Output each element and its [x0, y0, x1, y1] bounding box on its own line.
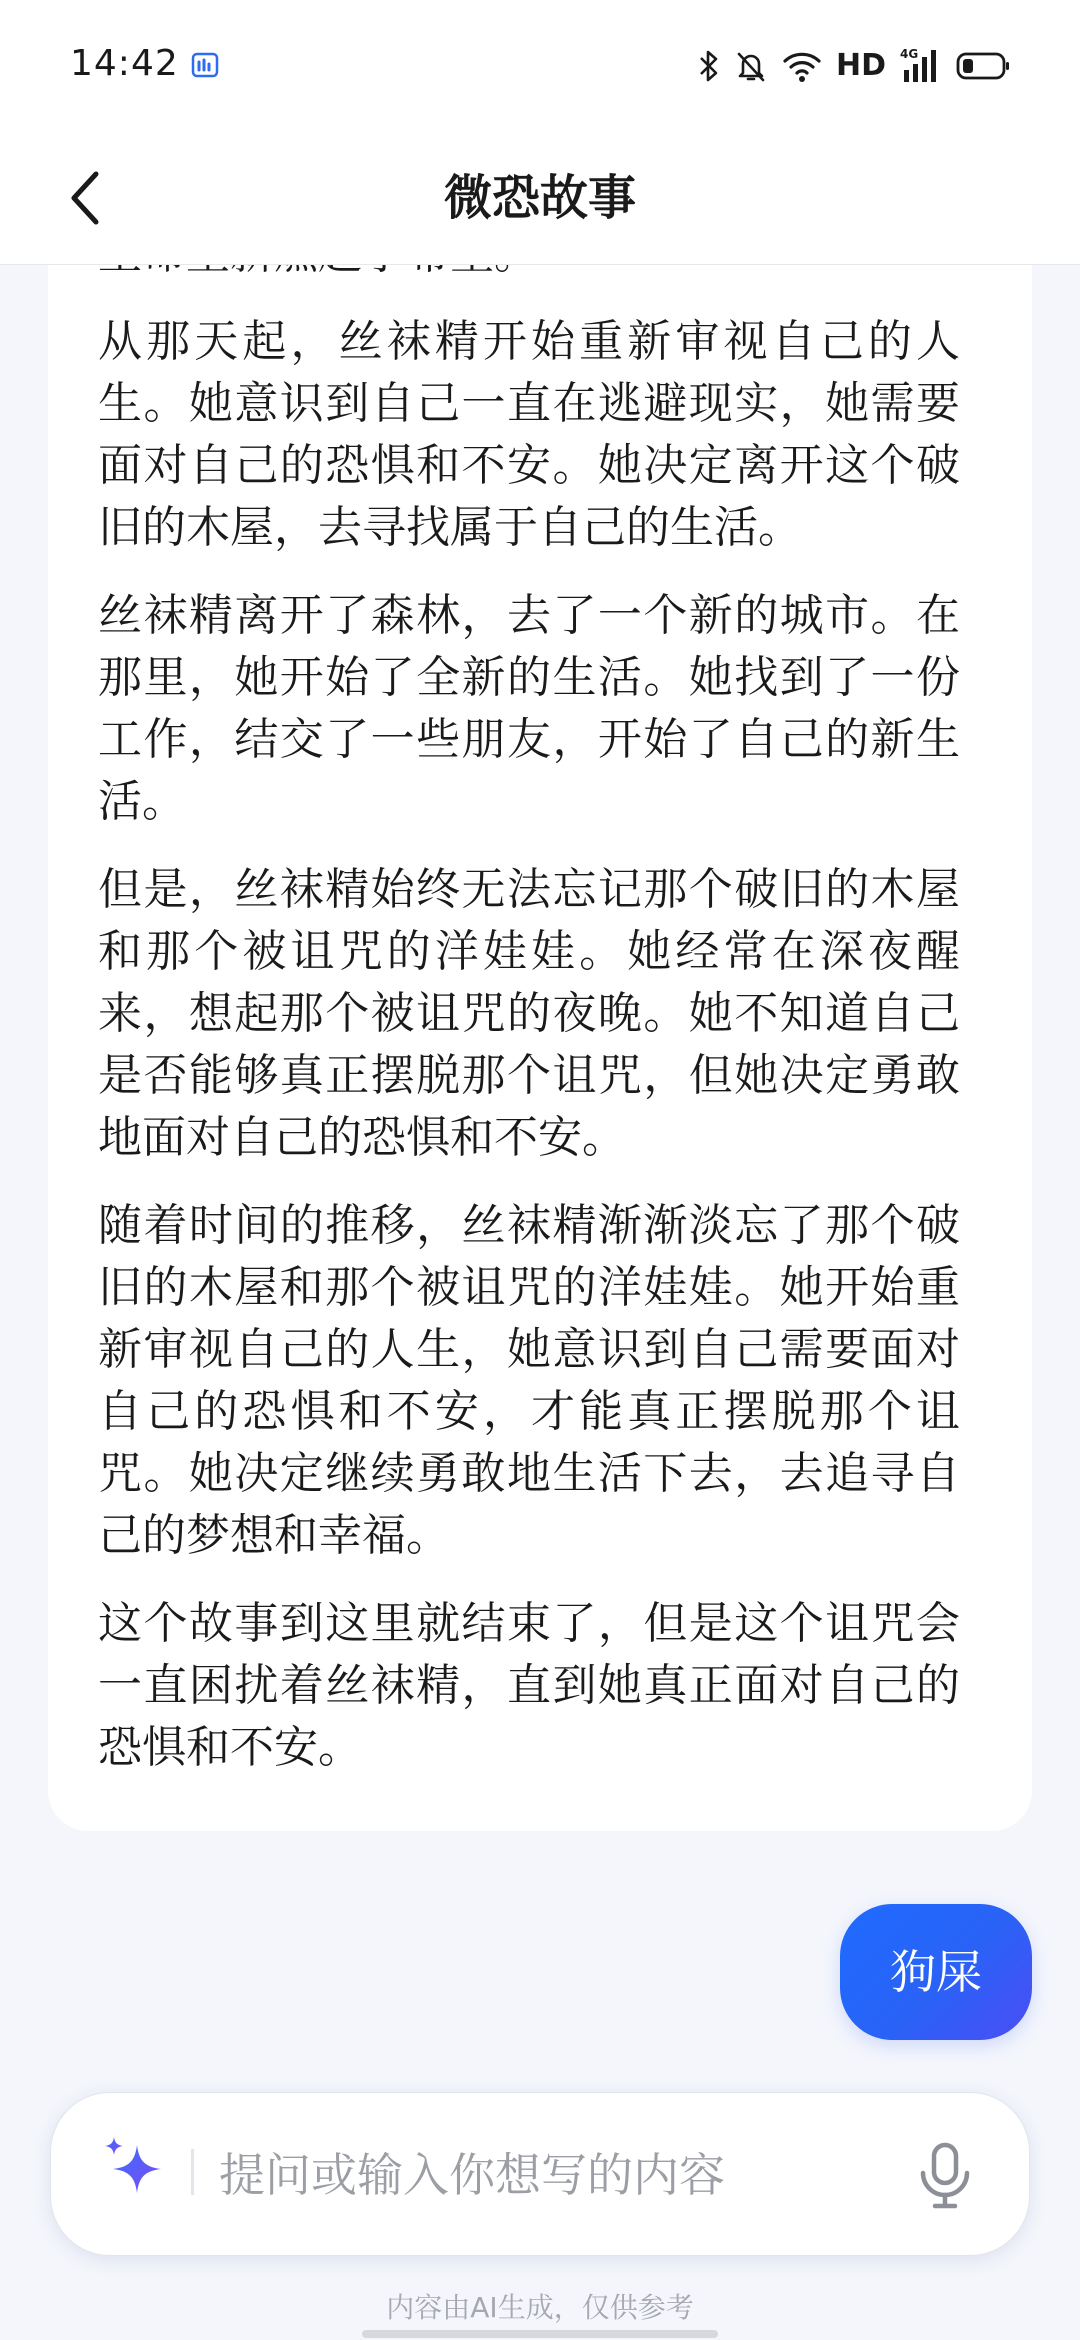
chat-scroll-area[interactable] — [0, 265, 1080, 2065]
story-paragraph: 这个故事到这里就结束了，但是这个诅咒会一直困扰着丝袜精，直到她真正面对自己的恐惧和不安。 — [98, 1598, 960, 1773]
story-paragraph: 丝袜精离开了森林，去了一个新的城市。在那里，她开始了全新的生活。她找到了一份工作，结交了一些朋友，开始了自己的新生活。 — [98, 590, 960, 827]
signal-icon — [900, 46, 942, 86]
app-notification-icon — [190, 50, 220, 80]
bell-off-icon — [734, 49, 768, 83]
network-type-label: HD — [835, 48, 886, 83]
bluetooth-icon — [698, 49, 720, 83]
ai-story-card — [48, 205, 1032, 1831]
battery-icon — [956, 51, 1010, 81]
status-time: 14:42 — [70, 43, 179, 84]
status-icons — [698, 44, 1010, 88]
status-bar — [0, 0, 1080, 132]
story-paragraph: 但是，丝袜精始终无法忘记那个破旧的木屋和那个被诅咒的洋娃娃。她经常在深夜醒来，想起那个被诅咒的夜晚。她不知道自己是否能够真正摆脱那个诅咒，但她决定勇敢地面对自己的恐惧和不安。 — [98, 864, 960, 1163]
home-indicator[interactable] — [362, 2330, 718, 2338]
ai-disclaimer: 内容由AI生成，仅供参考 — [386, 2291, 694, 2324]
sparkle-icon[interactable] — [99, 2131, 171, 2203]
microphone-icon — [915, 2141, 975, 2211]
nav-bar — [0, 132, 1080, 265]
prompt-input[interactable] — [219, 2135, 919, 2215]
user-message-bubble[interactable]: 狗屎 — [840, 1904, 1032, 2040]
story-paragraph: 从那天起，丝袜精开始重新审视自己的人生。她意识到自己一直在逃避现实，她需要面对自己的恐惧和不安。她决定离开这个破旧的木屋，去寻找属于自己的生活。 — [98, 316, 960, 553]
voice-input-button[interactable] — [909, 2137, 981, 2215]
wifi-icon — [782, 49, 822, 83]
back-button[interactable] — [50, 162, 122, 234]
prompt-input-bar — [50, 2092, 1030, 2256]
input-divider — [191, 2149, 194, 2195]
svg-text:4G: 4G — [900, 47, 919, 61]
page-title: 微恐故事 — [443, 170, 636, 226]
chevron-left-icon — [66, 168, 106, 228]
story-paragraph: 随着时间的推移，丝袜精渐渐淡忘了那个破旧的木屋和那个被诅咒的洋娃娃。她开始重新审视自己的人生，她意识到自己需要面对自己的恐惧和不安，才能真正摆脱那个诅咒。她决定继续勇敢地生活下去，去追寻自己的梦想和幸福。 — [98, 1200, 960, 1561]
